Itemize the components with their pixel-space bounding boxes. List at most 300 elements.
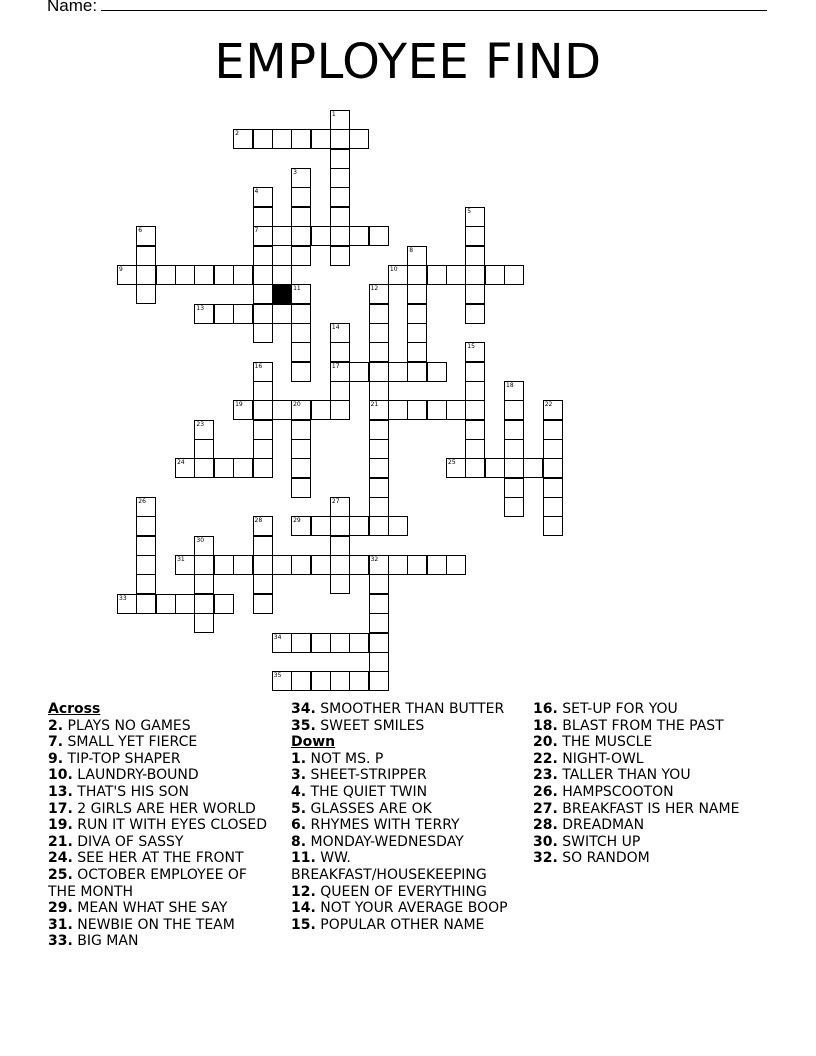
- clue-number: 26.: [533, 783, 558, 800]
- crossword-cell[interactable]: [504, 420, 524, 440]
- crossword-cell[interactable]: [253, 400, 273, 420]
- crossword-cell[interactable]: [194, 420, 214, 440]
- crossword-cell[interactable]: [291, 478, 311, 498]
- clue-text: THE QUIET TWIN: [306, 783, 428, 800]
- crossword-cell[interactable]: [504, 458, 524, 478]
- crossword-cell[interactable]: [388, 362, 408, 382]
- crossword-cell[interactable]: [291, 207, 311, 227]
- clue-number: 34.: [291, 701, 316, 717]
- clue-item: [291, 917, 523, 934]
- clue-text: SO RANDOM: [557, 850, 650, 867]
- crossword-cell[interactable]: [369, 381, 389, 401]
- cell-number: 12: [370, 285, 379, 293]
- crossword-cell[interactable]: [136, 265, 156, 285]
- clue-text: RUN IT WITH EYES CLOSED: [72, 817, 267, 834]
- crossword-cell[interactable]: [543, 478, 563, 498]
- cell-number: 11: [293, 285, 301, 293]
- crossword-cell[interactable]: [407, 323, 427, 343]
- crossword-cell[interactable]: [330, 633, 350, 653]
- clue-number: 28.: [533, 817, 558, 834]
- clue-item: [48, 718, 278, 735]
- clue-text: NEWBIE ON THE TEAM: [72, 916, 235, 933]
- clue-text: SET-UP FOR YOU: [557, 701, 678, 717]
- crossword-cell[interactable]: [272, 555, 292, 575]
- crossword-cell[interactable]: [253, 381, 273, 401]
- crossword-cell[interactable]: [349, 129, 369, 149]
- crossword-cell[interactable]: [369, 420, 389, 440]
- clue-item: [291, 801, 523, 818]
- crossword-cell[interactable]: [388, 555, 408, 575]
- crossword-cell[interactable]: [543, 400, 563, 420]
- crossword-cell[interactable]: [253, 420, 273, 440]
- crossword-cell[interactable]: [369, 574, 389, 594]
- crossword-cell[interactable]: [388, 400, 408, 420]
- crossword-cell[interactable]: [233, 129, 253, 149]
- crossword-cell[interactable]: [349, 555, 369, 575]
- cell-number: 8: [409, 246, 414, 254]
- crossword-cell[interactable]: [291, 304, 311, 324]
- name-label: Name:: [47, 0, 98, 15]
- crossword-cell[interactable]: [253, 265, 273, 285]
- crossword-cell[interactable]: [543, 458, 563, 478]
- crossword-cell[interactable]: [427, 400, 447, 420]
- crossword-cell[interactable]: [388, 516, 408, 536]
- cell-number: 9: [119, 265, 123, 273]
- crossword-cell[interactable]: [504, 439, 524, 459]
- clue-number: 6.: [291, 817, 307, 834]
- crossword-cell[interactable]: [291, 129, 311, 149]
- crossword-cell[interactable]: [369, 304, 389, 324]
- clue-item: [533, 801, 773, 818]
- cell-number: 23: [196, 420, 205, 428]
- crossword-cell[interactable]: [465, 284, 485, 304]
- clue-heading: Down: [291, 734, 336, 751]
- crossword-cell[interactable]: [330, 497, 350, 517]
- crossword-cell[interactable]: [253, 516, 273, 536]
- crossword-cell[interactable]: [330, 400, 350, 420]
- clue-text: DREADMAN: [557, 817, 645, 834]
- crossword-cell[interactable]: [253, 536, 273, 556]
- crossword-cell[interactable]: [272, 265, 292, 285]
- crossword-cell[interactable]: [349, 516, 369, 536]
- crossword-cell[interactable]: [291, 187, 311, 207]
- crossword-cell[interactable]: [369, 342, 389, 362]
- crossword-cell[interactable]: [349, 671, 369, 691]
- clue-text: THE MUSCLE: [557, 734, 653, 751]
- crossword-cell[interactable]: [465, 420, 485, 440]
- crossword-cell[interactable]: [504, 265, 524, 285]
- crossword-cell[interactable]: [369, 226, 389, 246]
- clue-number: 5.: [291, 800, 307, 817]
- clue-number: 22.: [533, 750, 558, 767]
- clue-number: 35.: [291, 717, 316, 734]
- cell-number: 5: [467, 207, 472, 215]
- cell-number: 15: [467, 343, 475, 351]
- crossword-cell[interactable]: [272, 304, 292, 324]
- clue-item: [48, 817, 278, 834]
- crossword-cell[interactable]: [214, 594, 234, 614]
- clue-text: TALLER THAN YOU: [557, 767, 691, 784]
- crossword-cell[interactable]: [291, 420, 311, 440]
- crossword-cell[interactable]: [214, 304, 234, 324]
- clue-item: [291, 784, 523, 801]
- cell-number: 34: [273, 633, 282, 641]
- crossword-cell[interactable]: [446, 400, 466, 420]
- clue-item: [533, 784, 773, 801]
- crossword-cell[interactable]: [291, 633, 311, 653]
- crossword-cell[interactable]: [175, 555, 195, 575]
- crossword-cell[interactable]: [369, 400, 389, 420]
- crossword-cell[interactable]: [136, 555, 156, 575]
- crossword-cell[interactable]: [194, 555, 214, 575]
- crossword-cell[interactable]: [233, 555, 253, 575]
- cell-number: 33: [119, 594, 127, 602]
- clue-number: 3.: [291, 767, 307, 784]
- clue-item: [533, 734, 773, 751]
- cell-number: 3: [293, 169, 297, 177]
- crossword-cell[interactable]: [311, 555, 331, 575]
- clue-item: [48, 784, 278, 801]
- crossword-cell[interactable]: [543, 497, 563, 517]
- crossword-cell[interactable]: [369, 633, 389, 653]
- crossword-cell[interactable]: [369, 439, 389, 459]
- clues-column-1: [48, 701, 278, 950]
- crossword-cell[interactable]: [465, 207, 485, 227]
- clue-number: 8.: [291, 833, 307, 850]
- crossword-cell[interactable]: [369, 478, 389, 498]
- crossword-cell[interactable]: [253, 284, 273, 304]
- crossword-cell[interactable]: [272, 671, 292, 691]
- clue-number: 13.: [48, 783, 73, 800]
- clue-text: DIVA OF SASSY: [72, 833, 184, 850]
- clue-text: TIP-TOP SHAPER: [63, 750, 181, 767]
- crossword-cell[interactable]: [369, 594, 389, 614]
- crossword-cell[interactable]: [175, 594, 195, 614]
- crossword-cell[interactable]: [369, 555, 389, 575]
- crossword-cell[interactable]: [465, 246, 485, 266]
- clue-text: BREAKFAST IS HER NAME: [557, 800, 740, 817]
- crossword-cell[interactable]: [504, 400, 524, 420]
- crossword-cell[interactable]: [272, 129, 292, 149]
- cell-number: 32: [370, 556, 379, 563]
- cell-number: 21: [370, 401, 379, 409]
- crossword-cell[interactable]: [330, 574, 350, 594]
- crossword-cell[interactable]: [330, 362, 350, 382]
- crossword-cell[interactable]: [291, 284, 311, 304]
- crossword-cell[interactable]: [194, 536, 214, 556]
- cell-number: 10: [389, 265, 398, 273]
- crossword-cell[interactable]: [291, 246, 311, 266]
- cell-number: 26: [138, 498, 146, 505]
- crossword-cell[interactable]: [136, 284, 156, 304]
- crossword-cell[interactable]: [369, 613, 389, 633]
- crossword-cell[interactable]: [291, 168, 311, 188]
- crossword-cell[interactable]: [214, 458, 234, 478]
- cell-number: 31: [177, 556, 185, 563]
- clue-text: HAMPSCOOTON: [557, 783, 674, 800]
- cell-number: 18: [506, 381, 514, 389]
- crossword-cell[interactable]: [253, 362, 273, 382]
- crossword-cell[interactable]: [194, 613, 214, 633]
- crossword-cell[interactable]: [330, 323, 350, 343]
- crossword-cell[interactable]: [291, 439, 311, 459]
- crossword-cell[interactable]: [369, 458, 389, 478]
- crossword-cell[interactable]: [136, 574, 156, 594]
- crossword-cell[interactable]: [349, 362, 369, 382]
- crossword-cell[interactable]: [136, 226, 156, 246]
- crossword-cell[interactable]: [136, 516, 156, 536]
- clue-text: SWEET SMILES: [315, 717, 425, 734]
- black-square: [272, 284, 292, 304]
- crossword-cell[interactable]: [504, 381, 524, 401]
- clue-number: 10.: [48, 767, 73, 784]
- cell-number: 30: [196, 536, 205, 544]
- crossword-cell[interactable]: [175, 458, 195, 478]
- crossword-cell[interactable]: [194, 304, 214, 324]
- crossword-cell[interactable]: [407, 265, 427, 285]
- crossword-cell[interactable]: [311, 671, 331, 691]
- crossword-cell[interactable]: [253, 246, 273, 266]
- crossword-cell[interactable]: [330, 149, 350, 169]
- cell-number: 35: [273, 672, 282, 680]
- crossword-cell[interactable]: [175, 265, 195, 285]
- crossword-cell[interactable]: [253, 226, 273, 246]
- crossword-cell[interactable]: [291, 226, 311, 246]
- crossword-cell[interactable]: [291, 671, 311, 691]
- clue-number: 7.: [48, 734, 64, 751]
- crossword-cell[interactable]: [194, 574, 214, 594]
- crossword-cell[interactable]: [272, 633, 292, 653]
- crossword-cell[interactable]: [272, 400, 292, 420]
- clue-item: [48, 917, 278, 934]
- crossword-cell[interactable]: [291, 516, 311, 536]
- crossword-cell[interactable]: [543, 420, 563, 440]
- cell-number: 1: [331, 111, 336, 118]
- clue-text: SWITCH UP: [557, 833, 641, 850]
- clue-number: 24.: [48, 850, 73, 867]
- crossword-cell[interactable]: [407, 304, 427, 324]
- crossword-cell[interactable]: [543, 516, 563, 536]
- cell-number: 4: [254, 188, 259, 196]
- crossword-cell[interactable]: [465, 265, 485, 285]
- clue-number: 27.: [533, 800, 558, 817]
- clue-item: [533, 850, 773, 867]
- crossword-cell[interactable]: [427, 362, 447, 382]
- clue-number: 19.: [48, 817, 73, 834]
- crossword-cell[interactable]: [233, 400, 253, 420]
- crossword-cell[interactable]: [136, 594, 156, 614]
- crossword-cell[interactable]: [330, 516, 350, 536]
- crossword-cell[interactable]: [465, 458, 485, 478]
- clue-item: [291, 701, 523, 718]
- crossword-cell[interactable]: [330, 342, 350, 362]
- crossword-cell[interactable]: [369, 652, 389, 672]
- crossword-cell[interactable]: [311, 400, 331, 420]
- crossword-cell[interactable]: [369, 497, 389, 517]
- crossword-cell[interactable]: [291, 400, 311, 420]
- crossword-cell[interactable]: [369, 362, 389, 382]
- crossword-cell[interactable]: [194, 594, 214, 614]
- crossword-cell[interactable]: [311, 129, 331, 149]
- crossword-cell[interactable]: [446, 458, 466, 478]
- crossword-cell[interactable]: [465, 400, 485, 420]
- clue-text: POPULAR OTHER NAME: [315, 916, 485, 933]
- crossword-cell[interactable]: [117, 594, 137, 614]
- crossword-cell[interactable]: [291, 555, 311, 575]
- cell-number: 17: [331, 362, 340, 370]
- clue-item: [291, 900, 523, 917]
- clue-item: [533, 701, 773, 718]
- crossword-cell[interactable]: [407, 362, 427, 382]
- crossword-cell[interactable]: [253, 323, 273, 343]
- clue-text: BLAST FROM THE PAST: [557, 717, 724, 734]
- crossword-cell[interactable]: [253, 207, 273, 227]
- crossword-cell[interactable]: [407, 400, 427, 420]
- crossword-cell[interactable]: [523, 458, 543, 478]
- crossword-cell[interactable]: [465, 304, 485, 324]
- crossword-cell[interactable]: [253, 129, 273, 149]
- clue-item: [533, 817, 773, 834]
- crossword-cell[interactable]: [330, 555, 350, 575]
- page-title: EMPLOYEE FIND: [214, 34, 602, 90]
- clue-number: 11.: [291, 850, 316, 867]
- crossword-cell[interactable]: [194, 458, 214, 478]
- crossword-cell[interactable]: [369, 671, 389, 691]
- clue-number: 23.: [533, 767, 558, 784]
- crossword-cell[interactable]: [465, 439, 485, 459]
- clue-number: 15.: [291, 916, 316, 933]
- crossword-cell[interactable]: [136, 246, 156, 266]
- clue-number: 32.: [533, 850, 558, 867]
- clue-item: [291, 817, 523, 834]
- crossword-cell[interactable]: [407, 284, 427, 304]
- crossword-cell[interactable]: [311, 633, 331, 653]
- crossword-cell[interactable]: [311, 516, 331, 536]
- crossword-cell[interactable]: [253, 304, 273, 324]
- cell-number: 27: [331, 498, 340, 505]
- crossword-cell[interactable]: [214, 265, 234, 285]
- cell-number: 16: [254, 362, 263, 370]
- crossword-cell[interactable]: [330, 207, 350, 227]
- crossword-cell[interactable]: [253, 458, 273, 478]
- crossword-cell[interactable]: [291, 323, 311, 343]
- crossword-cell[interactable]: [485, 265, 505, 285]
- crossword-cell[interactable]: [504, 478, 524, 498]
- clue-number: 21.: [48, 833, 73, 850]
- crossword-cell[interactable]: [407, 246, 427, 266]
- clue-item: [291, 751, 523, 768]
- crossword-cell[interactable]: [465, 381, 485, 401]
- clue-item: [48, 834, 278, 851]
- clue-text: BIG MAN: [72, 933, 139, 950]
- crossword-cell[interactable]: [330, 187, 350, 207]
- crossword-cell[interactable]: [465, 342, 485, 362]
- crossword-cell[interactable]: [233, 458, 253, 478]
- crossword-cell[interactable]: [214, 555, 234, 575]
- clue-item: [48, 801, 278, 818]
- crossword-cell[interactable]: [504, 497, 524, 517]
- crossword-cell[interactable]: [465, 362, 485, 382]
- crossword-cell[interactable]: [291, 362, 311, 382]
- crossword-cell[interactable]: [330, 129, 350, 149]
- crossword-cell[interactable]: [311, 226, 331, 246]
- clue-item: [48, 933, 278, 950]
- clues-column-3: [533, 701, 773, 867]
- clue-number: 16.: [533, 701, 558, 717]
- clue-number: 20.: [533, 734, 558, 751]
- cell-number: 2: [235, 130, 239, 138]
- crossword-cell[interactable]: [349, 633, 369, 653]
- crossword-cell[interactable]: [194, 439, 214, 459]
- cell-number: 7: [254, 227, 259, 235]
- crossword-cell[interactable]: [543, 439, 563, 459]
- crossword-cell[interactable]: [427, 265, 447, 285]
- clue-text: NIGHT-OWL: [557, 750, 644, 767]
- crossword-cell[interactable]: [291, 458, 311, 478]
- crossword-cell[interactable]: [446, 265, 466, 285]
- clue-text: NOT YOUR AVERAGE BOOP: [315, 900, 508, 917]
- crossword-cell[interactable]: [465, 226, 485, 246]
- crossword-cell[interactable]: [330, 226, 350, 246]
- crossword-cell[interactable]: [446, 555, 466, 575]
- crossword-cell[interactable]: [330, 246, 350, 266]
- crossword-cell[interactable]: [253, 439, 273, 459]
- clue-number: 25.: [48, 866, 73, 883]
- crossword-cell[interactable]: [253, 574, 273, 594]
- crossword-cell[interactable]: [253, 555, 273, 575]
- clue-text: THAT'S HIS SON: [72, 783, 189, 800]
- crossword-cell[interactable]: [253, 594, 273, 614]
- crossword-cell[interactable]: [233, 304, 253, 324]
- crossword-cell[interactable]: [427, 555, 447, 575]
- crossword-cell[interactable]: [330, 536, 350, 556]
- crossword-cell[interactable]: [330, 671, 350, 691]
- crossword-cell[interactable]: [407, 342, 427, 362]
- crossword-cell[interactable]: [349, 226, 369, 246]
- crossword-cell[interactable]: [407, 555, 427, 575]
- clue-text: SHEET-STRIPPER: [306, 767, 427, 784]
- crossword-cell[interactable]: [291, 342, 311, 362]
- crossword-cell[interactable]: [330, 168, 350, 188]
- cell-number: 24: [177, 459, 185, 467]
- crossword-cell[interactable]: [330, 381, 350, 401]
- crossword-cell[interactable]: [369, 323, 389, 343]
- crossword-cell[interactable]: [117, 265, 137, 285]
- crossword-cell[interactable]: [369, 516, 389, 536]
- clue-item: [291, 850, 523, 883]
- clue-item: [533, 834, 773, 851]
- crossword-cell[interactable]: [136, 497, 156, 517]
- crossword-cell[interactable]: [156, 265, 176, 285]
- clue-number: 2.: [48, 717, 64, 734]
- crossword-cell[interactable]: [194, 265, 214, 285]
- clue-item: [533, 767, 773, 784]
- crossword-cell[interactable]: [369, 284, 389, 304]
- crossword-cell[interactable]: [272, 226, 292, 246]
- crossword-cell[interactable]: [330, 110, 350, 130]
- clue-item: [48, 767, 278, 784]
- crossword-cell[interactable]: [253, 187, 273, 207]
- crossword-cell[interactable]: [233, 265, 253, 285]
- clue-text: WW. BREAKFAST/HOUSEKEEPING: [291, 850, 487, 883]
- crossword-cell[interactable]: [388, 265, 408, 285]
- clue-text: RHYMES WITH TERRY: [306, 817, 460, 834]
- crossword-cell[interactable]: [156, 594, 176, 614]
- clue-text: SMOOTHER THAN BUTTER: [315, 701, 505, 717]
- crossword-cell[interactable]: [136, 536, 156, 556]
- crossword-cell[interactable]: [485, 458, 505, 478]
- cell-number: 22: [544, 401, 553, 409]
